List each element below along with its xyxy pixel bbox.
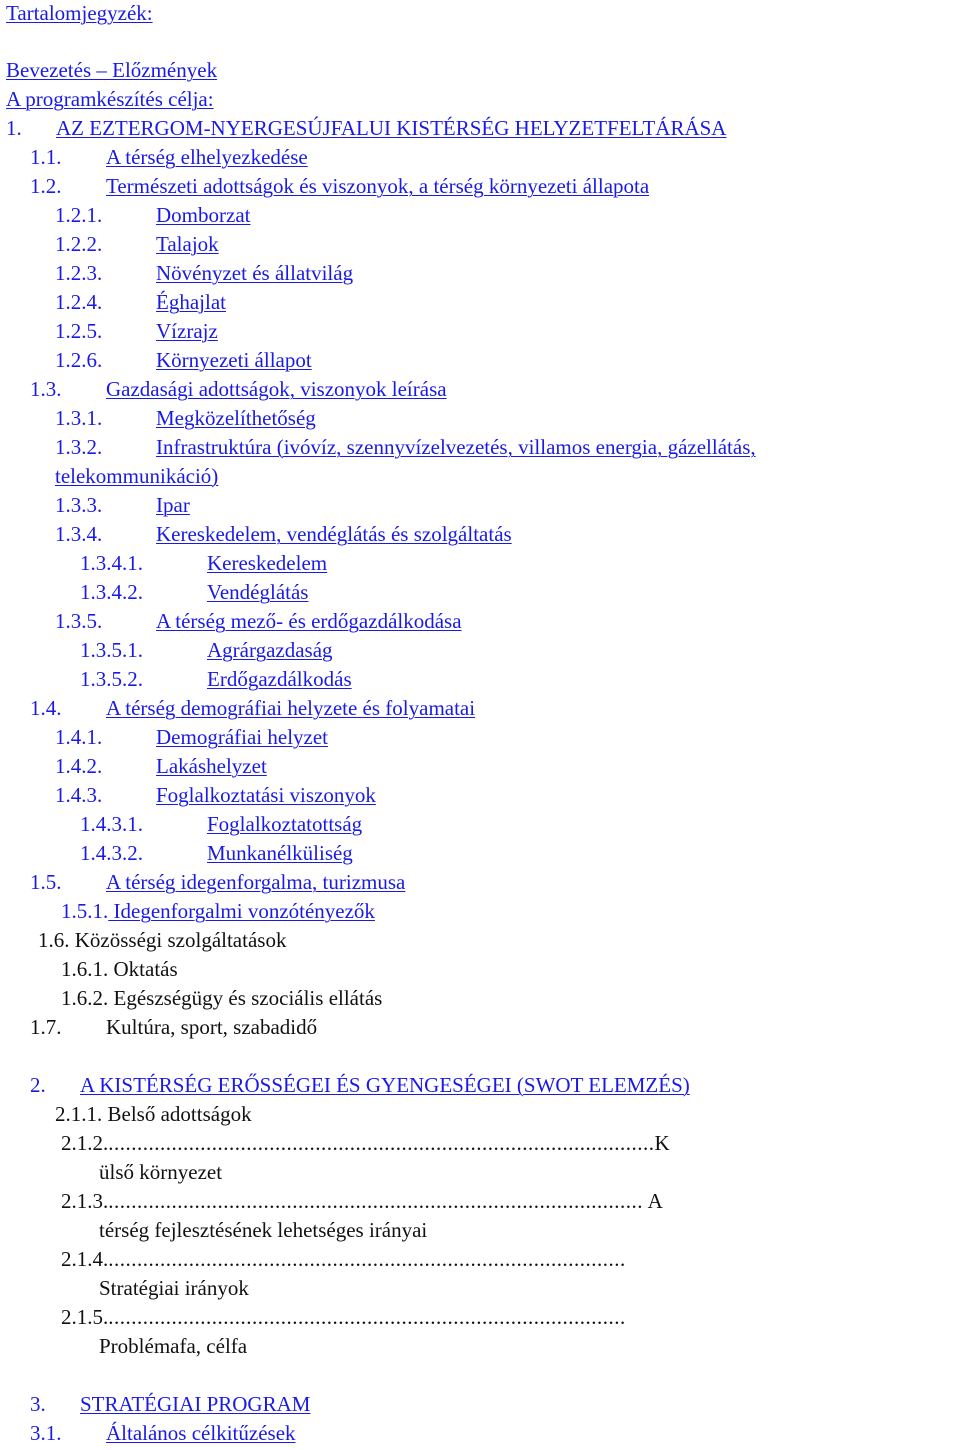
toc-entry-1-6-2	[61, 985, 382, 1011]
toc-entry-text: Problémafa, célfa	[99, 1334, 248, 1358]
toc-entry-1-4-3[interactable]	[55, 782, 376, 808]
toc-entry-number: 1.4.2.	[55, 754, 103, 778]
toc-entry-1-3-1[interactable]	[55, 405, 316, 431]
toc-entry-text: Demográfiai helyzet	[156, 725, 328, 749]
toc-entry-number: 3.1.	[30, 1421, 62, 1445]
toc-entry-2-1-3	[61, 1188, 663, 1214]
toc-entry-text: Infrastruktúra (ivóvíz, szennyvízelvezetés, villamos energia, gázellátás,	[156, 435, 756, 459]
toc-entry-text: STRATÉGIAI PROGRAM	[80, 1392, 311, 1416]
toc-entry-1-6-1	[61, 956, 178, 982]
toc-entry-1-2-1[interactable]	[55, 202, 250, 228]
toc-entry-number: 1.2.2.	[55, 232, 103, 256]
toc-entry-number: 1.6.1.	[61, 957, 109, 981]
toc-entry-text: Közösségi szolgáltatások	[74, 928, 287, 952]
toc-entry-1-3[interactable]	[30, 376, 447, 402]
toc-entry-number: 2.	[30, 1073, 46, 1097]
toc-entry-text: Természeti adottságok és viszonyok, a térség környezeti állapota	[106, 174, 650, 198]
toc-entry-celja[interactable]	[6, 86, 214, 112]
toc-entry-bevezetes[interactable]	[6, 57, 217, 83]
toc-entry-number: 1.4.	[30, 696, 62, 720]
toc-entry-text: ...............................................................................................K	[108, 1131, 671, 1155]
toc-entry-text: Talajok	[156, 232, 219, 256]
toc-entry-1-3-4-2[interactable]	[80, 579, 308, 605]
toc-entry-text: térség fejlesztésének lehetséges irányai	[99, 1218, 428, 1242]
toc-entry-number: 1.6.	[38, 928, 70, 952]
toc-entry-text: Ipar	[156, 493, 190, 517]
toc-entry-number: 1.3.1.	[55, 406, 103, 430]
toc-entry-1-3-5[interactable]	[55, 608, 462, 634]
toc-entry-text: Környezeti állapot	[156, 348, 312, 372]
toc-entry-text: A KISTÉRSÉG ERŐSSÉGEI ÉS GYENGESÉGEI (SWOT ELEMZÉS)	[80, 1073, 690, 1097]
toc-entry-number: 1.7.	[30, 1015, 62, 1039]
toc-entry-1[interactable]	[6, 115, 726, 141]
toc-entry-1-7	[30, 1014, 317, 1040]
toc-entry-number: 1.	[6, 116, 22, 140]
toc-entry-number: 1.3.2.	[55, 435, 103, 459]
toc-entry-1-2[interactable]	[30, 173, 649, 199]
toc-entry-number: 2.1.2.	[61, 1131, 109, 1155]
toc-entry-number: 1.3.5.	[55, 609, 103, 633]
toc-entry-text: AZ EZTERGOM-NYERGESÚJFALUI KISTÉRSÉG HELYZETFELTÁRÁSA	[56, 116, 727, 140]
toc-entry-text: ülső környezet	[99, 1160, 223, 1184]
toc-entry-text: A térség demográfiai helyzete és folyamatai	[106, 696, 476, 720]
toc-entry-number: 1.3.4.	[55, 522, 103, 546]
toc-entry-text: Foglalkoztatási viszonyok	[156, 783, 376, 807]
toc-entry-number: 1.4.3.1.	[80, 812, 143, 836]
toc-entry-text: Egészségügy és szociális ellátás	[113, 986, 383, 1010]
toc-entry-number: 1.2.	[30, 174, 62, 198]
toc-entry-number: 1.2.1.	[55, 203, 103, 227]
toc-entry-text: Éghajlat	[156, 290, 226, 314]
toc-entry-1-3-5-2[interactable]	[80, 666, 352, 692]
toc-entry-text: telekommunikáció)	[55, 464, 219, 488]
toc-entry-number: 1.3.4.2.	[80, 580, 143, 604]
toc-entry-text: Oktatás	[113, 957, 178, 981]
toc-entry-1-4[interactable]	[30, 695, 475, 721]
toc-entry-number: 1.2.6.	[55, 348, 103, 372]
toc-entry-1-3-3[interactable]	[55, 492, 190, 518]
toc-entry-number: 1.2.5.	[55, 319, 103, 343]
toc-entry-1-4-3-1[interactable]	[80, 811, 362, 837]
toc-entry-number: 2.1.3.	[61, 1189, 109, 1213]
toc-entry-text: Domborzat	[156, 203, 251, 227]
toc-title[interactable]: Tartalomjegyzék:	[6, 1, 153, 25]
toc-entry-text: Foglalkoztatottság	[207, 812, 363, 836]
toc-entry-text: Stratégiai irányok	[99, 1276, 249, 1300]
toc-entry-text: Gazdasági adottságok, viszonyok leírása	[106, 377, 447, 401]
toc-entry-number: 1.3.5.2.	[80, 667, 143, 691]
toc-entry-1-1[interactable]	[30, 144, 308, 170]
toc-entry-2-1-5-cont	[99, 1333, 247, 1359]
toc-entry-1-2-3[interactable]	[55, 260, 353, 286]
toc-entry-number: 1.5.	[30, 870, 62, 894]
toc-entry-1-3-5-1[interactable]	[80, 637, 333, 663]
toc-entry-text: Kereskedelem	[207, 551, 328, 575]
toc-entry-1-3-2[interactable]	[55, 434, 756, 460]
toc-entry-text: Erdőgazdálkodás	[207, 667, 352, 691]
toc-entry-text: A térség elhelyezkedése	[106, 145, 308, 169]
toc-entry-2-1-2-cont	[99, 1159, 222, 1185]
toc-entry-text: Kultúra, sport, szabadidő	[106, 1015, 318, 1039]
toc-entry-2[interactable]	[30, 1072, 690, 1098]
toc-entry-text: A térség idegenforgalma, turizmusa	[106, 870, 406, 894]
toc-entry-number: 3.	[30, 1392, 46, 1416]
toc-entry-number: 1.4.3.	[55, 783, 103, 807]
toc-entry-number: 1.4.1.	[55, 725, 103, 749]
toc-entry-number: 1.3.3.	[55, 493, 103, 517]
toc-entry-text: Agrárgazdaság	[207, 638, 333, 662]
toc-entry-1-5-1[interactable]	[61, 898, 375, 924]
toc-entry-text: Idegenforgalmi vonzótényezők	[113, 899, 375, 923]
toc-entry-number: 2.1.4.	[61, 1247, 109, 1271]
toc-entry-number: 2.1.1.	[55, 1102, 103, 1126]
toc-entry-text: Vízrajz	[156, 319, 218, 343]
toc-entry-text: Lakáshelyzet	[156, 754, 267, 778]
toc-entry-3[interactable]	[30, 1391, 310, 1417]
toc-entry-number: 1.3.4.1.	[80, 551, 143, 575]
toc-entry-1-2-6[interactable]	[55, 347, 312, 373]
toc-entry-1-6	[38, 927, 286, 953]
toc-entry-1-3-4-1[interactable]	[80, 550, 327, 576]
toc-entry-2-1-4	[61, 1246, 626, 1272]
toc-entry-text: A programkészítés célja:	[6, 87, 214, 111]
toc-entry-text: A térség mező- és erdőgazdálkodása	[156, 609, 462, 633]
toc-entry-number: 1.3.5.1.	[80, 638, 143, 662]
toc-entry-2-1-2	[61, 1130, 670, 1156]
toc-entry-text: Kereskedelem, vendéglátás és szolgáltatás	[156, 522, 512, 546]
toc-entry-number: 1.3.	[30, 377, 62, 401]
toc-entry-2-1-3-cont	[99, 1217, 427, 1243]
toc-entry-2-1-5	[61, 1304, 626, 1330]
toc-entry-1-2-2[interactable]	[55, 231, 219, 257]
toc-entry-1-2-4[interactable]	[55, 289, 226, 315]
toc-entry-text: Vendéglátás	[207, 580, 309, 604]
toc-entry-text: Megközelíthetőség	[156, 406, 316, 430]
toc-entry-number: 1.6.2.	[61, 986, 109, 1010]
toc-entry-text: Belső adottságok	[107, 1102, 252, 1126]
toc-entry-text: Növényzet és állatvilág	[156, 261, 354, 285]
toc-entry-1-4-1[interactable]	[55, 724, 328, 750]
toc-entry-1-3-2-cont[interactable]	[55, 463, 218, 489]
toc-entry-number: 1.4.3.2.	[80, 841, 143, 865]
toc-entry-text: ..........................................................................................	[108, 1305, 626, 1329]
toc-entry-1-5[interactable]	[30, 869, 405, 895]
toc-entry-text: Általános célkitűzések	[106, 1421, 296, 1445]
toc-entry-3-1[interactable]	[30, 1420, 296, 1446]
toc-entry-1-2-5[interactable]	[55, 318, 218, 344]
toc-entry-1-4-2[interactable]	[55, 753, 267, 779]
toc-entry-number: 2.1.5.	[61, 1305, 109, 1329]
toc-entry-number: 1.1.	[30, 145, 62, 169]
toc-entry-number: 1.2.3.	[55, 261, 103, 285]
toc-entry-number: 1.2.4.	[55, 290, 103, 314]
toc-entry-1-4-3-2[interactable]	[80, 840, 353, 866]
toc-entry-text: ..........................................................................................	[108, 1247, 626, 1271]
toc-entry-1-3-4[interactable]	[55, 521, 512, 547]
toc-entry-text: ............................................................................................. A	[108, 1189, 664, 1213]
toc-entry-number: 1.5.1.	[61, 899, 109, 923]
toc-entry-2-1-1	[55, 1101, 252, 1127]
toc-entry-text: Munkanélküliség	[207, 841, 353, 865]
toc-entry-2-1-4-cont	[99, 1275, 249, 1301]
toc-entry-text: Bevezetés – Előzmények	[6, 58, 218, 82]
